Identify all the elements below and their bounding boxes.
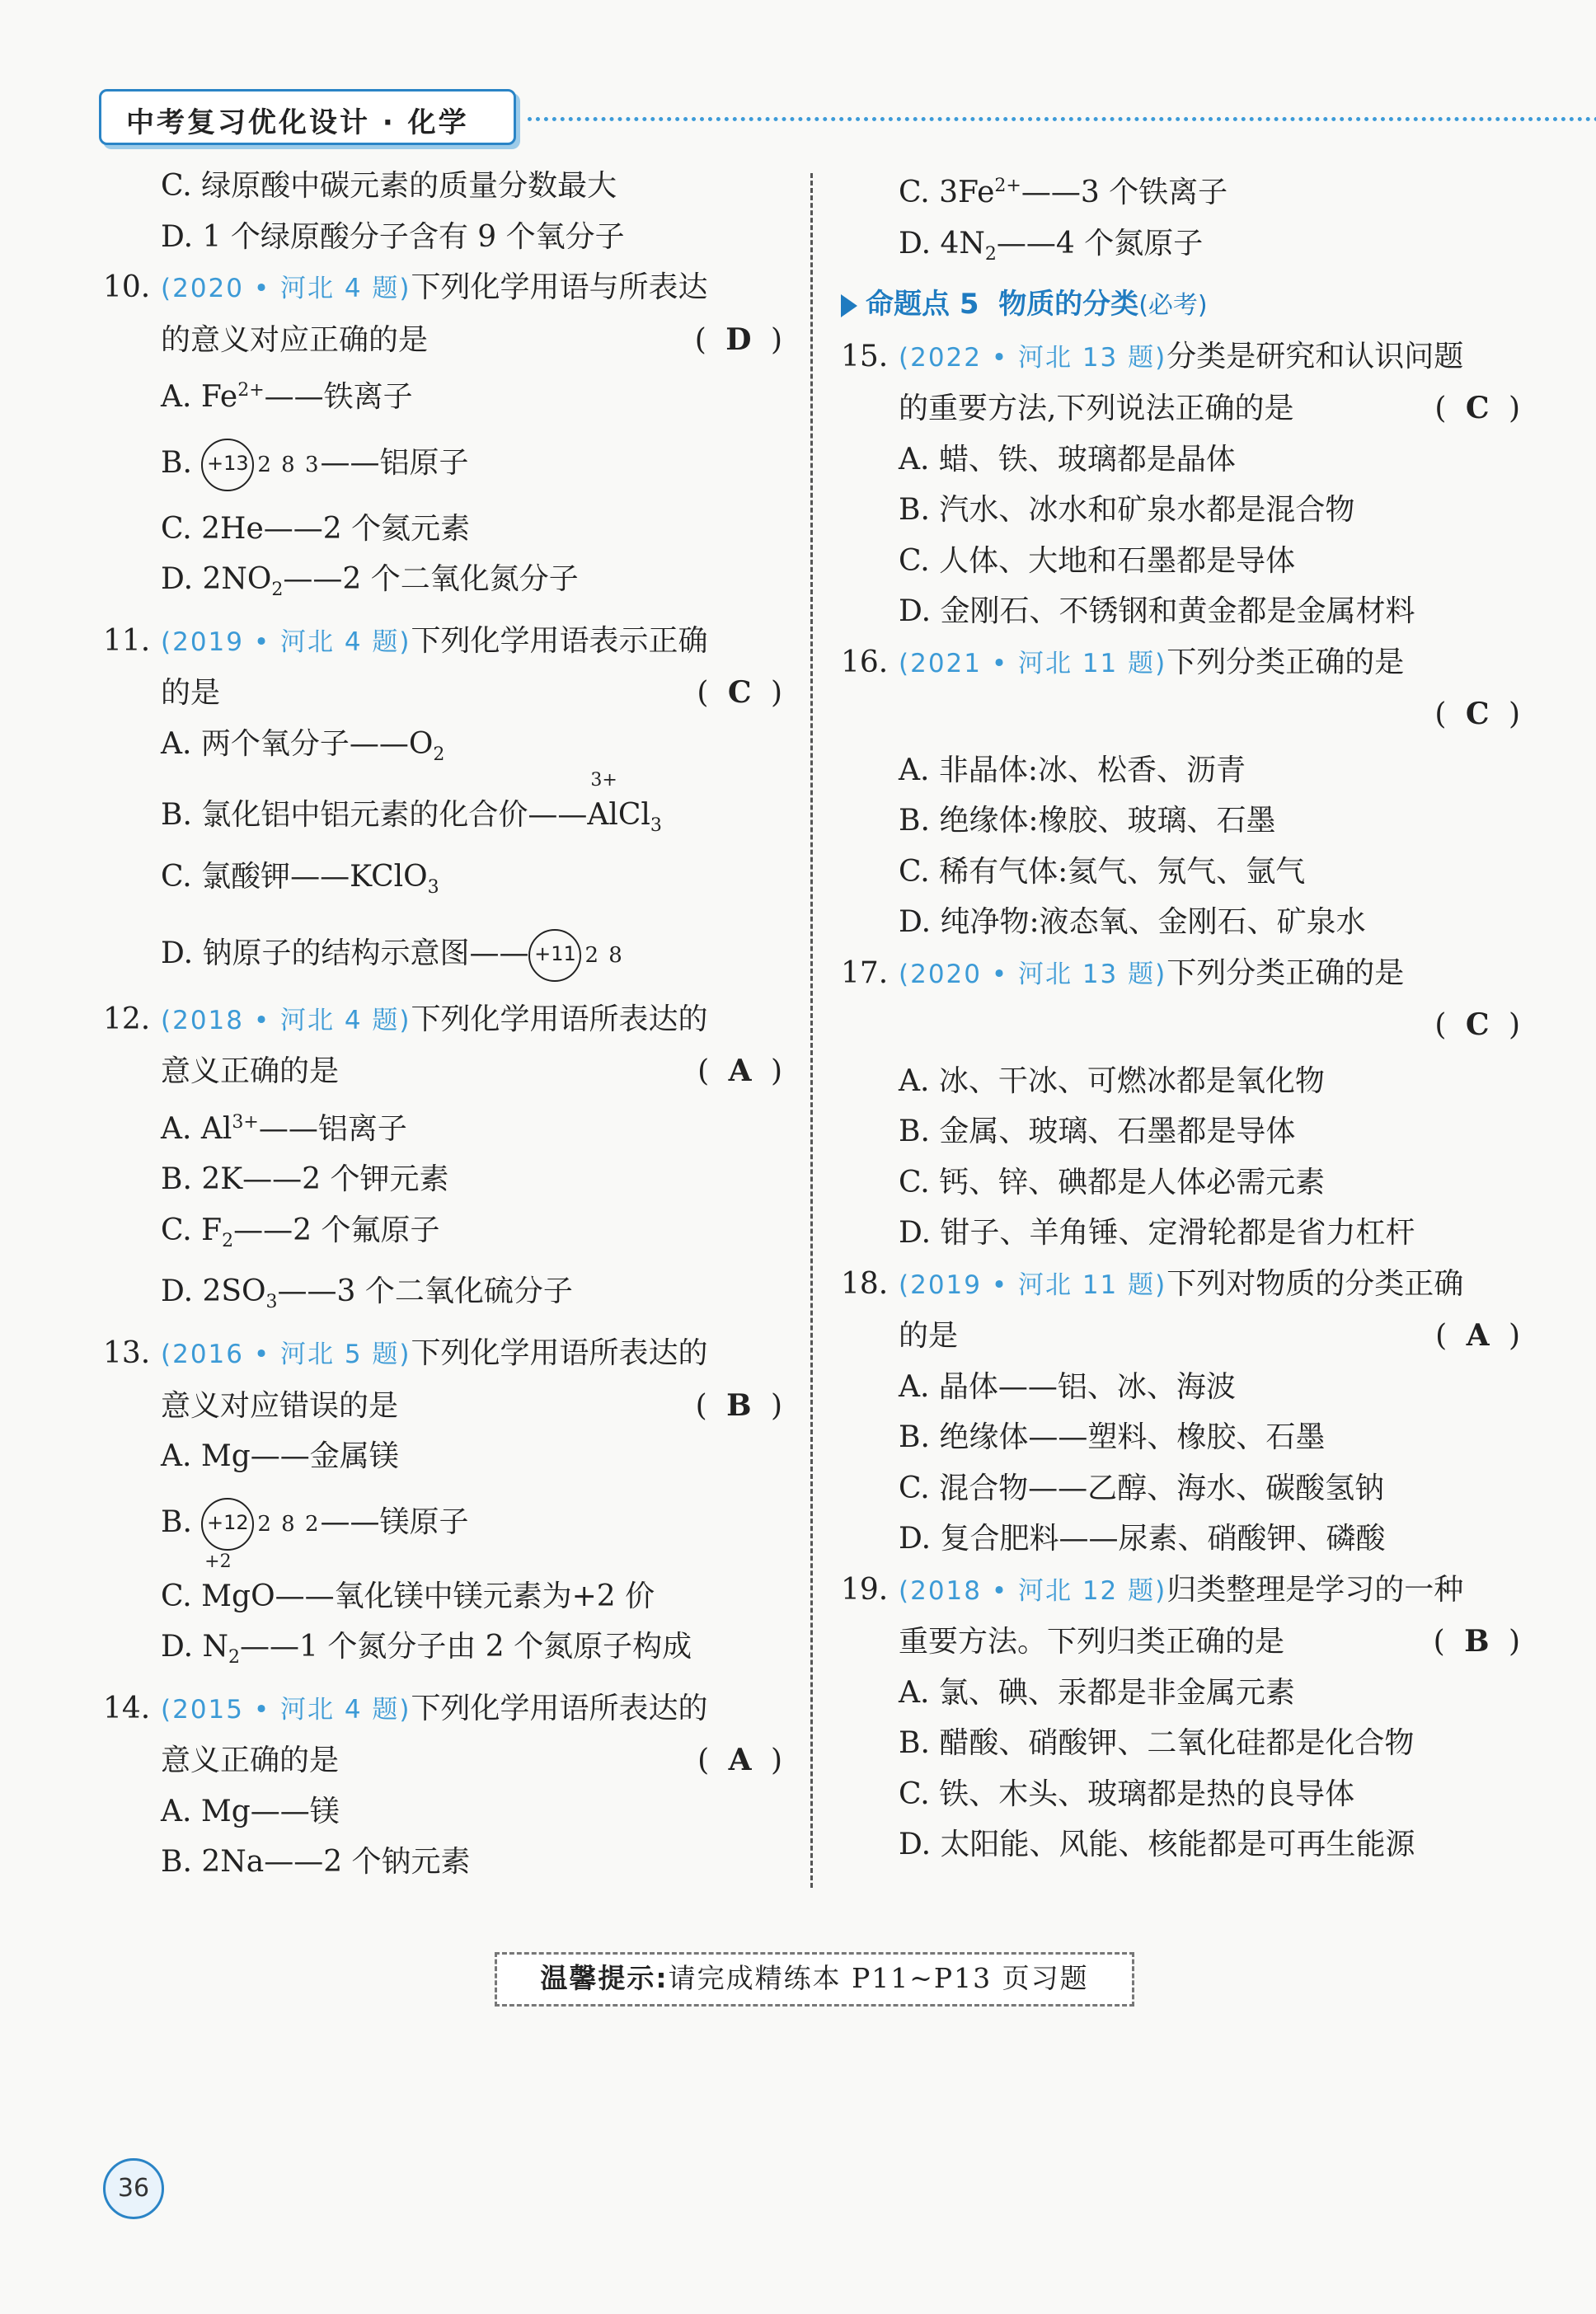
q12-c-formula: C. F <box>161 1213 223 1247</box>
q16-answer-letter: C <box>1465 697 1495 732</box>
q15-option-b: B. 汽水、冰水和矿泉水都是混合物 <box>899 493 1355 528</box>
q14-option-d <box>841 218 1525 280</box>
q10-number: 10. <box>103 270 151 304</box>
q11-answer <box>697 668 787 719</box>
q13-c-formula: MgO <box>201 1579 275 1613</box>
q14-answer-letter: A <box>728 1743 757 1778</box>
q18-stem-text-2: 的是 <box>899 1319 959 1354</box>
q10-option-c: C. 2He——2 个氦元素 <box>161 511 471 546</box>
q15-stem-text: 分类是研究和认识问题 <box>1166 339 1464 373</box>
q17-number: 17. <box>841 955 889 990</box>
q19-stem-line2 <box>841 1617 1525 1668</box>
q15-source: (2022 • 河北 13 题) <box>899 342 1167 373</box>
paren-open: ( <box>697 1054 729 1089</box>
q19-stem-text: 归类整理是学习的一种 <box>1166 1572 1464 1607</box>
q18-answer <box>1435 1311 1525 1362</box>
atom-nucleus: +11 <box>528 929 581 982</box>
q12-number: 12. <box>103 1002 151 1036</box>
q11-b-subscript: 3 <box>650 815 662 837</box>
q10-a-meaning: ——铁离子 <box>264 380 413 414</box>
q19-option-b: B. 醋酸、硝酸钾、二氧化硅都是化合物 <box>899 1726 1415 1761</box>
q19-option-c: C. 铁、木头、玻璃都是热的良导体 <box>899 1777 1355 1811</box>
paren-close: ) <box>756 1388 787 1423</box>
q10-a-charge: 2+ <box>237 380 265 401</box>
q14-stem-line2 <box>103 1735 787 1786</box>
q12-option-b: B. 2K——2 个钾元素 <box>161 1162 449 1197</box>
header-title-box <box>99 89 516 145</box>
paren-open: ( <box>1433 1625 1465 1659</box>
electron-shells: 2 8 3 <box>257 452 321 477</box>
q10-d-formula: D. 2NO <box>161 562 272 596</box>
q15-option-a: A. 蜡、铁、玻璃都是晶体 <box>899 442 1236 476</box>
section-label: 命题点 5 <box>866 288 979 322</box>
paren-open: ( <box>695 1388 727 1423</box>
q13-c-meaning: ——氧化镁中镁元素为+2 价 <box>275 1579 655 1613</box>
paren-close: ) <box>1494 697 1525 732</box>
q18-option-d: D. 复合肥料——尿素、硝酸钾、磷酸 <box>899 1522 1386 1556</box>
q12-c-meaning: ——2 个氟原子 <box>233 1213 440 1247</box>
paren-close: ) <box>1494 1319 1525 1354</box>
q12-d-subscript: 3 <box>265 1292 278 1313</box>
q14-number: 14. <box>103 1691 151 1725</box>
q11-a-text: A. 两个氧分子——O <box>161 726 434 761</box>
q16-source: (2021 • 河北 11 题) <box>899 648 1167 678</box>
q13-stem-text-2: 意义对应错误的是 <box>161 1388 399 1423</box>
q10-d-subscript: 2 <box>271 580 284 601</box>
q11-d-text: D. 钠原子的结构示意图—— <box>161 936 529 970</box>
q16-option-c: C. 稀有气体:氦气、氖气、氩气 <box>899 854 1306 889</box>
q13-c-label: C. <box>161 1579 202 1613</box>
header-title: 中考复习优化设计 · 化学 <box>126 106 469 139</box>
q14-option-a: A. Mg——镁 <box>161 1794 340 1828</box>
q11-number: 11. <box>103 623 151 658</box>
q14-c-meaning: ——3 个铁离子 <box>1021 176 1228 209</box>
q16-option-b: B. 绝缘体:橡胶、玻璃、石墨 <box>899 804 1276 838</box>
q18-stem-line2 <box>841 1311 1525 1362</box>
q15-option-d: D. 金刚石、不锈钢和黄金都是金属材料 <box>899 594 1415 629</box>
q12-stem-text: 下列化学用语所表达的 <box>411 1002 708 1036</box>
q13-answer <box>696 1381 787 1432</box>
paren-open: ( <box>694 322 726 357</box>
q13-d-formula: D. N <box>161 1630 228 1664</box>
tip-text: 请完成精练本 P11~P13 页习题 <box>668 1962 1089 1994</box>
q13-option-a: A. Mg——金属镁 <box>161 1439 399 1474</box>
q9-option-d: D. 1 个绿原酸分子含有 9 个氧分子 <box>161 219 625 254</box>
q11-source: (2019 • 河北 4 题) <box>161 627 411 657</box>
q18-stem <box>841 1259 1525 1312</box>
q16-stem <box>841 637 1525 690</box>
q10-stem-text-2: 的意义对应正确的是 <box>161 322 429 357</box>
q12-d-formula: D. 2SO <box>161 1274 266 1309</box>
q19-answer <box>1434 1617 1525 1668</box>
q15-number: 15. <box>841 339 889 373</box>
right-column <box>841 161 1525 1870</box>
q10-answer <box>695 315 787 366</box>
q11-option-d <box>103 913 787 994</box>
q13-d-meaning: ——1 个氮分子由 2 个氮原子构成 <box>239 1630 692 1664</box>
q11-stem-text-2: 的是 <box>161 676 221 711</box>
paren-open: ( <box>697 1744 729 1778</box>
q18-option-c: C. 混合物——乙醇、海水、碳酸氢钠 <box>899 1471 1385 1505</box>
q10-b-label: B. <box>161 445 192 480</box>
q14-stem-text-2: 意义正确的是 <box>161 1744 340 1778</box>
paren-open: ( <box>1434 392 1466 426</box>
q13-stem <box>103 1328 787 1381</box>
q14-stem <box>103 1683 787 1736</box>
q15-stem-text-2: 的重要方法,下列说法正确的是 <box>899 392 1294 426</box>
q19-answer-letter: B <box>1464 1624 1495 1659</box>
paren-close: ) <box>756 676 787 711</box>
q11-stem-text: 下列化学用语表示正确 <box>411 623 708 658</box>
q11-b-text: B. 氯化铝中铝元素的化合价—— <box>161 798 588 833</box>
left-column <box>103 161 787 1888</box>
q18-answer-letter: A <box>1466 1318 1495 1354</box>
q11-option-a <box>103 719 787 781</box>
electron-shells: 2 8 <box>584 942 624 968</box>
q19-number: 19. <box>841 1572 889 1607</box>
q14-c-charge: 2+ <box>994 176 1021 196</box>
q17-stem-text: 下列分类正确的是 <box>1166 955 1405 990</box>
q14-option-b: B. 2Na——2 个钠元素 <box>161 1845 471 1880</box>
q13-option-d <box>103 1622 787 1683</box>
q19-option-a: A. 氯、碘、汞都是非金属元素 <box>899 1675 1295 1710</box>
q17-answer <box>1434 1000 1525 1051</box>
q12-d-meaning: ——3 个二氧化硫分子 <box>277 1274 573 1309</box>
paren-close: ) <box>1494 1008 1525 1043</box>
q11-a-subscript: 2 <box>433 744 445 765</box>
paren-open: ( <box>1434 697 1466 732</box>
q12-answer-letter: A <box>728 1054 757 1089</box>
q15-option-c: C. 人体、大地和石墨都是导体 <box>899 543 1296 578</box>
q19-stem <box>841 1565 1525 1617</box>
q11-c-text: C. 氯酸钾——KClO <box>161 860 428 894</box>
valence-mark: 3+ <box>590 770 617 791</box>
section-tag: (必考) <box>1138 291 1208 321</box>
q18-option-a: A. 晶体——铝、冰、海波 <box>899 1369 1236 1404</box>
paren-close: ) <box>756 1054 787 1089</box>
paren-close: ) <box>1494 1625 1525 1659</box>
q11-stem <box>103 616 787 669</box>
q16-option-a: A. 非晶体:冰、松香、沥青 <box>899 753 1246 787</box>
q12-answer <box>697 1046 787 1097</box>
q10-answer-letter: D <box>725 322 757 357</box>
q11-c-subscript: 3 <box>427 877 439 899</box>
q14-stem-text: 下列化学用语所表达的 <box>411 1691 708 1725</box>
q10-option-b <box>103 423 787 504</box>
q9-option-c: C. 绿原酸中碳元素的质量分数最大 <box>161 169 617 203</box>
section-title: 物质的分类 <box>998 288 1139 322</box>
q13-stem-text: 下列化学用语所表达的 <box>411 1336 708 1371</box>
q14-answer <box>697 1735 787 1786</box>
q17-option-c: C. 钙、锌、碘都是人体必需元素 <box>899 1165 1326 1199</box>
section-heading <box>841 279 1525 331</box>
tip-label: 温馨提示: <box>540 1962 669 1994</box>
paren-close: ) <box>1494 392 1525 426</box>
q11-b-formula: AlCl <box>587 798 650 833</box>
q15-answer <box>1434 383 1525 434</box>
page-header <box>99 89 1509 153</box>
q13-answer-letter: B <box>726 1387 757 1423</box>
paren-open: ( <box>1434 1008 1466 1043</box>
q12-option-a <box>103 1097 787 1155</box>
q18-number: 18. <box>841 1266 889 1301</box>
q18-option-b: B. 绝缘体——塑料、橡胶、石墨 <box>899 1420 1326 1455</box>
q17-source: (2020 • 河北 13 题) <box>899 959 1167 989</box>
q15-stem <box>841 331 1525 384</box>
q10-stem <box>103 262 787 315</box>
q10-stem-text: 下列化学用语与所表达 <box>411 270 708 304</box>
q16-option-d: D. 纯净物:液态氧、金刚石、矿泉水 <box>899 905 1366 940</box>
q12-a-charge: 3+ <box>232 1111 259 1133</box>
q18-source: (2019 • 河北 11 题) <box>899 1270 1167 1300</box>
atom-nucleus: +13 <box>201 439 254 491</box>
q12-stem-line2 <box>103 1046 787 1097</box>
q10-source: (2020 • 河北 4 题) <box>161 274 411 303</box>
q15-answer-letter: C <box>1465 391 1495 426</box>
q12-source: (2018 • 河北 4 题) <box>161 1005 411 1035</box>
q19-option-d: D. 太阳能、风能、核能都是可再生能源 <box>899 1828 1415 1862</box>
q17-answer-line <box>841 1000 1525 1051</box>
page-number: 36 <box>103 2158 164 2219</box>
q10-a-formula: A. Fe <box>161 380 238 414</box>
triangle-marker-icon <box>841 294 857 317</box>
q13-b-meaning: ——镁原子 <box>320 1504 469 1539</box>
atom-nucleus: +12 <box>201 1498 254 1551</box>
q10-option-a <box>103 365 787 423</box>
q13-number: 13. <box>103 1336 151 1371</box>
q14-d-subscript: 2 <box>984 243 997 265</box>
q12-a-formula: A. Al <box>161 1111 232 1146</box>
q14-d-meaning: ——4 个氮原子 <box>996 226 1204 261</box>
q12-stem-text-2: 意义正确的是 <box>161 1054 340 1089</box>
q11-stem-line2 <box>103 668 787 719</box>
q10-option-d <box>103 554 787 616</box>
q12-stem <box>103 994 787 1047</box>
q14-d-formula: D. 4N <box>899 226 985 261</box>
q11-option-b <box>103 770 787 852</box>
q13-source: (2016 • 河北 5 题) <box>161 1340 411 1370</box>
valence-mark: +2 <box>204 1551 232 1572</box>
q17-option-d: D. 钳子、羊角锤、定滑轮都是省力杠杆 <box>899 1216 1415 1251</box>
q17-option-b: B. 金属、玻璃、石墨都是导体 <box>899 1115 1296 1149</box>
q17-option-a: A. 冰、干冰、可燃冰都是氧化物 <box>899 1063 1325 1098</box>
q15-stem-line2 <box>841 383 1525 434</box>
q13-b-label: B. <box>161 1504 192 1539</box>
q17-stem <box>841 948 1525 1001</box>
q11-option-c <box>103 852 787 913</box>
q18-stem-text: 下列对物质的分类正确 <box>1166 1266 1464 1301</box>
q19-source: (2018 • 河北 12 题) <box>899 1575 1167 1606</box>
q11-answer-letter: C <box>727 675 757 711</box>
q10-stem-line2 <box>103 315 787 366</box>
q13-stem-line2 <box>103 1381 787 1432</box>
q16-stem-text: 下列分类正确的是 <box>1166 645 1405 679</box>
q14-c-formula: C. 3Fe <box>899 176 995 209</box>
q12-a-meaning: ——铝离子 <box>258 1111 407 1146</box>
q14-source: (2015 • 河北 4 题) <box>161 1694 411 1725</box>
paren-close: ) <box>756 322 787 357</box>
q10-b-meaning: ——铝原子 <box>320 445 469 480</box>
paren-open: ( <box>697 676 728 711</box>
tip-box <box>495 1952 1134 2007</box>
column-divider <box>810 173 813 1888</box>
electron-shells: 2 8 2 <box>257 1511 321 1537</box>
q13-d-subscript: 2 <box>228 1647 240 1669</box>
q17-answer-letter: C <box>1465 1007 1495 1043</box>
q16-answer-line <box>841 689 1525 740</box>
q10-d-meaning: ——2 个二氧化氮分子 <box>283 562 579 596</box>
header-dotted-rule <box>528 117 1596 121</box>
q14-option-c <box>841 161 1525 218</box>
q12-option-c <box>103 1205 787 1267</box>
q13-option-c <box>103 1551 787 1622</box>
q19-stem-text-2: 重要方法。下列归类正确的是 <box>899 1625 1285 1659</box>
q12-option-d <box>103 1266 787 1328</box>
q16-answer <box>1434 689 1525 740</box>
q13-option-b <box>103 1482 787 1563</box>
paren-open: ( <box>1435 1319 1467 1354</box>
q12-c-subscript: 2 <box>222 1230 234 1251</box>
q16-number: 16. <box>841 645 889 679</box>
paren-close: ) <box>756 1744 787 1778</box>
